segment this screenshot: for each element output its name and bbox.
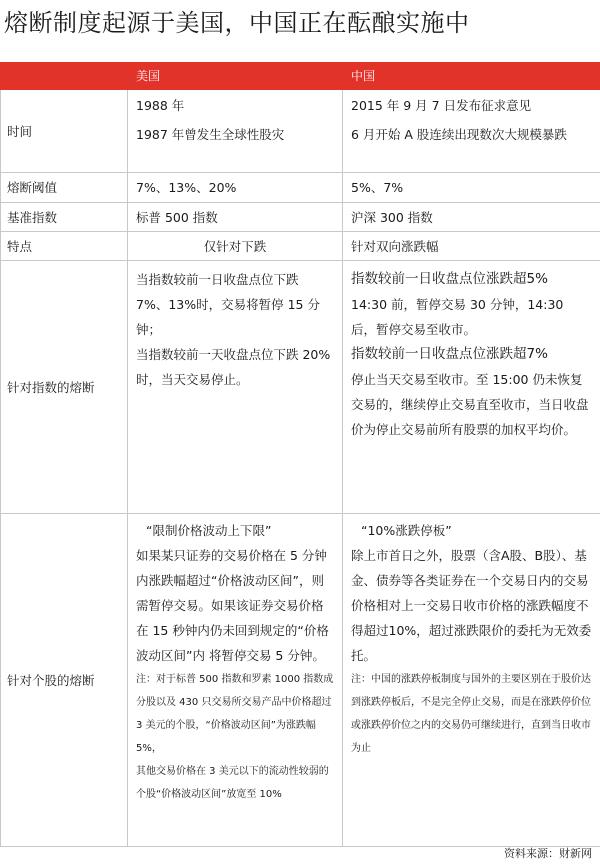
table-row (1, 90, 600, 173)
table-header-row (1, 63, 600, 90)
cell-us-index: 标普 500 指数 (128, 203, 343, 232)
table-row (1, 261, 600, 514)
cn-index-breaker-2: 14:30 前，暂停交易 30 分钟，14:30 后，暂停交易至收市。 (351, 297, 564, 337)
table-row (1, 173, 600, 203)
cell-cn-time (343, 90, 600, 173)
us-index-breaker-1: 当指数较前一日收盘点位下跌 7%、13%时，交易将暂停 15 分钟； (136, 272, 320, 337)
us-stock-rule: 如果某只证券的交易价格在 5 分钟内涨跌幅超过“价格波动区间”，则需暂停交易。如果该证券交易价格在 15 秒钟内仍未回到规定的“价格波动区间”内 将暂停交易 5 分钟。 (136, 548, 329, 663)
table-row (1, 203, 600, 232)
cn-stock-note: 注：中国的涨跌停板制度与国外的主要区别在于股价达到涨跌停板后，不是完全停止交易，而是在涨跌停价位或涨跌停价位之内的交易仍可继续进行，直到当日收市为止 (351, 674, 591, 754)
cell-cn-threshold: 5%、7% (343, 173, 600, 203)
cell-us-time (128, 90, 343, 173)
cn-stock-heading: “10%涨跌停板” (361, 523, 452, 538)
cell-cn-index: 沪深 300 指数 (343, 203, 600, 232)
us-stock-note-1: 注：对于标普 500 指数和罗素 1000 指数成分股以及 430 只交易所交易产品中价格超过 3 美元的个股，“价格波动区间”为涨跌幅 5%， (136, 674, 334, 754)
row-label-stock-breaker: 针对个股的熔断 (1, 514, 128, 847)
header-us: 美国 (128, 63, 343, 90)
source-note: 资料来源：财新网 (504, 847, 592, 860)
us-stock-heading: “限制价格波动上下限” (146, 523, 272, 538)
cell-us-feature: 仅针对下跌 (128, 232, 343, 261)
table-row (1, 232, 600, 261)
cn-index-breaker-4: 停止当天交易至收市。至 15:00 仍未恢复交易的，继续停止交易直至收市，当日收盘价为停止交易前所有股票的加权平均价。 (351, 372, 589, 437)
cn-index-breaker-1: 指数较前一日收盘点位涨跌超5% (351, 271, 548, 287)
cell-cn-index-breaker (343, 261, 600, 514)
cell-us-threshold: 7%、13%、20% (128, 173, 343, 203)
cell-cn-feature: 针对双向涨跌幅 (343, 232, 600, 261)
page-title: 熔断制度起源于美国，中国正在酝酿实施中 (4, 9, 470, 37)
header-blank (1, 63, 128, 90)
row-label-time: 时间 (1, 90, 128, 173)
us-stock-note-2: 其他交易价格在 3 美元以下的流动性较弱的个股“价格波动区间”放宽至 10% (136, 766, 329, 800)
cn-stock-rule: 除上市首日之外，股票（含A股、B股）、基金、债券等各类证券在一个交易日内的交易价格相对上一交易日收市价格的涨跌幅度不得超过10%，超过涨跌限价的委托为无效委托。 (351, 548, 592, 663)
cell-us-index-breaker (128, 261, 343, 514)
us-time-line-2: 1987 年曾发生全球性股灾 (136, 127, 285, 142)
cn-time-line-2: 6 月开始 A 股连续出现数次大规模暴跌 (351, 127, 567, 142)
table-row (1, 514, 600, 847)
us-index-breaker-2: 当指数较前一天收盘点位下跌 20%时，当天交易停止。 (136, 347, 331, 387)
cn-index-breaker-3: 指数较前一日收盘点位涨跌超7% (351, 346, 548, 362)
comparison-table (0, 62, 600, 847)
cn-time-line-1: 2015 年 9 月 7 日发布征求意见 (351, 98, 532, 113)
cell-us-stock-breaker (128, 514, 343, 847)
row-label-threshold: 熔断阈值 (1, 173, 128, 203)
us-time-line-1: 1988 年 (136, 98, 185, 113)
cell-cn-stock-breaker (343, 514, 600, 847)
row-label-index: 基准指数 (1, 203, 128, 232)
row-label-index-breaker: 针对指数的熔断 (1, 261, 128, 514)
row-label-feature: 特点 (1, 232, 128, 261)
header-cn: 中国 (343, 63, 600, 90)
